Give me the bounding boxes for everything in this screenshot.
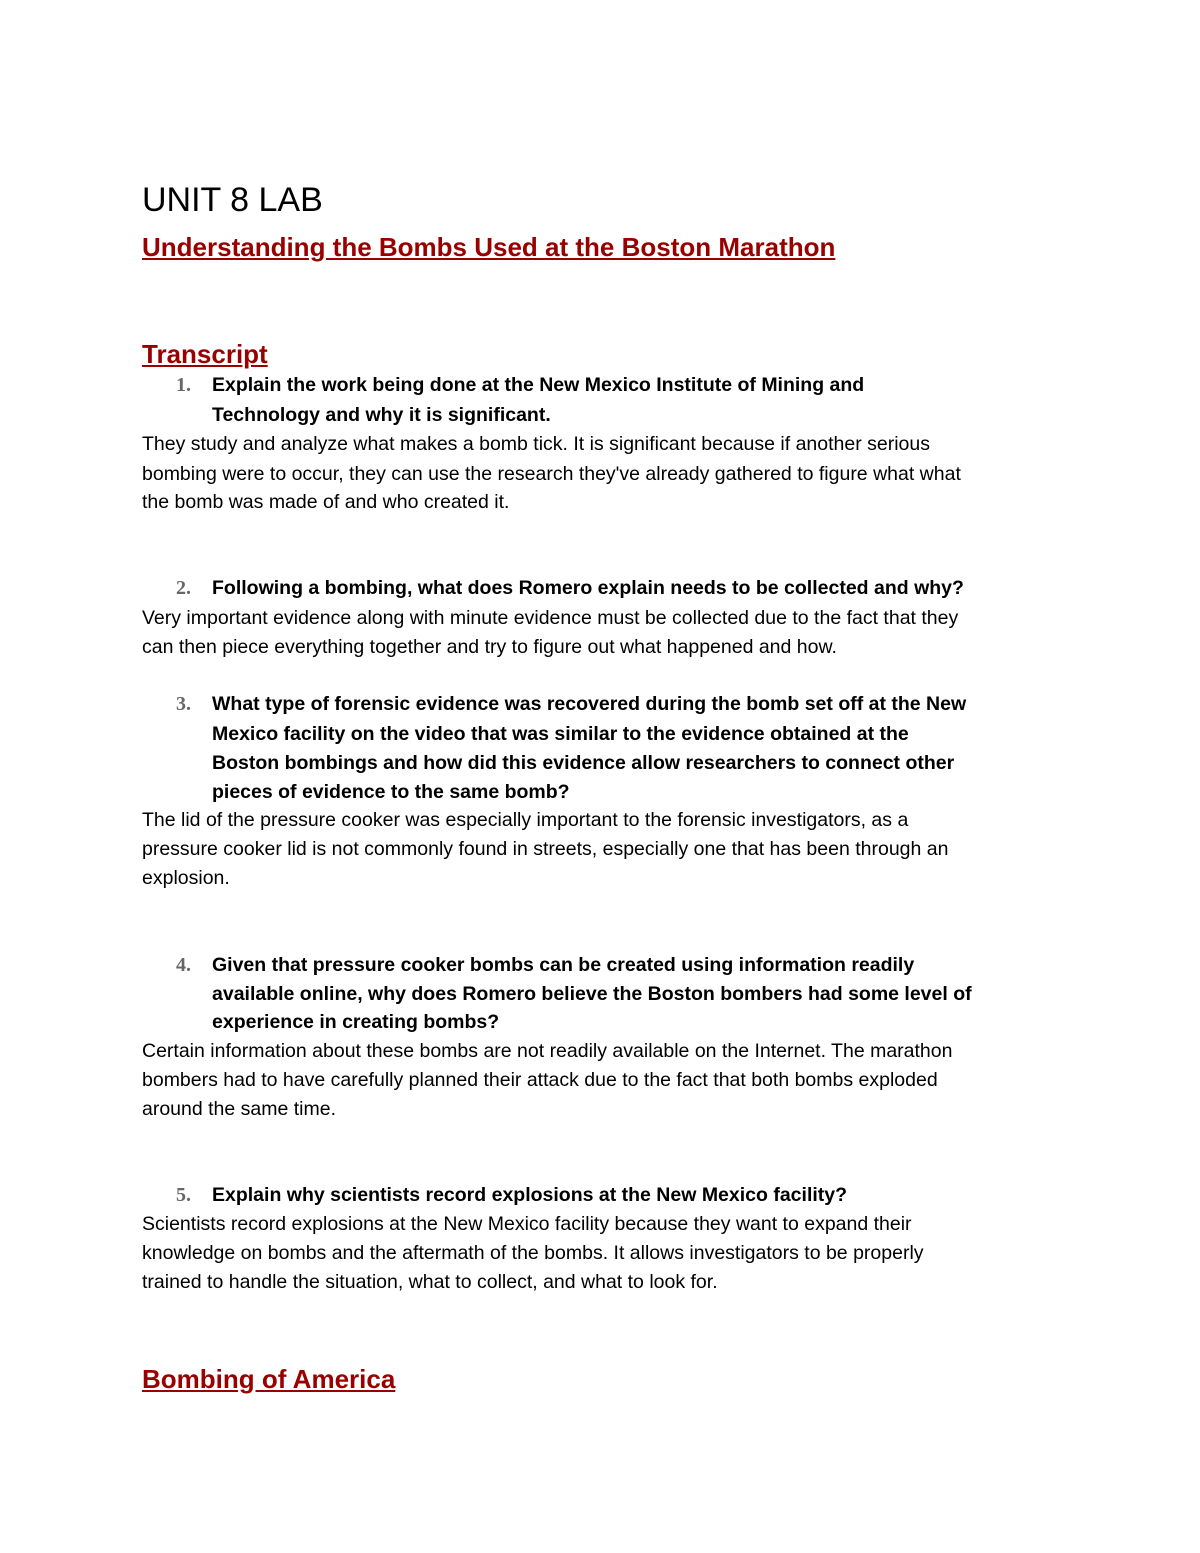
question-text-line: Mexico facility on the video that was similar to the evidence obtained at the bbox=[212, 723, 909, 745]
section-heading-transcript: Transcript bbox=[142, 339, 268, 369]
answer-text-line: pressure cooker lid is not commonly found in streets, especially one that has been through an bbox=[142, 838, 949, 860]
question-text-line: Given that pressure cooker bombs can be created using information readily bbox=[212, 954, 915, 976]
question-text-line: Boston bombings and how did this evidence allow researchers to connect other bbox=[212, 752, 955, 774]
answer-text-line: can then piece everything together and try to figure out what happened and how. bbox=[142, 636, 837, 658]
question-number: 4. bbox=[176, 954, 191, 976]
answer-text-line: Certain information about these bombs are not readily available on the Internet. The marathon bbox=[142, 1040, 953, 1062]
question-number: 2. bbox=[176, 577, 191, 599]
question-text-line: What type of forensic evidence was recovered during the bomb set off at the New bbox=[212, 693, 967, 715]
question-text-line: Technology and why it is significant. bbox=[212, 404, 551, 426]
question-text-line: Explain why scientists record explosions at the New Mexico facility? bbox=[212, 1184, 848, 1206]
answer-text-line: Scientists record explosions at the New Mexico facility because they want to expand their bbox=[142, 1213, 912, 1235]
document-subtitle: Understanding the Bombs Used at the Boston Marathon bbox=[142, 232, 836, 262]
question-text-line: available online, why does Romero believe the Boston bombers had some level of bbox=[212, 983, 972, 1005]
answer-text-line: knowledge on bombs and the aftermath of the bombs. It allows investigators to be properly bbox=[142, 1242, 924, 1264]
answer-text-line: around the same time. bbox=[142, 1098, 337, 1120]
question-text-line: pieces of evidence to the same bomb? bbox=[212, 781, 570, 803]
answer-text-line: The lid of the pressure cooker was especially important to the forensic investigators, as a bbox=[142, 809, 909, 831]
section-heading-bombing-of-america: Bombing of America bbox=[142, 1364, 396, 1394]
answer-text-line: bombing were to occur, they can use the research they've already gathered to figure what what bbox=[142, 463, 961, 485]
question-text-line: Explain the work being done at the New Mexico Institute of Mining and bbox=[212, 374, 865, 396]
answer-text-line: trained to handle the situation, what to collect, and what to look for. bbox=[142, 1271, 718, 1293]
question-number: 1. bbox=[176, 374, 191, 396]
question-number: 3. bbox=[176, 693, 191, 715]
answer-text-line: explosion. bbox=[142, 867, 230, 889]
answer-text-line: bombers had to have carefully planned their attack due to the fact that both bombs exploded bbox=[142, 1069, 938, 1091]
answer-text-line: Very important evidence along with minute evidence must be collected due to the fact that they bbox=[142, 607, 959, 629]
document-title: UNIT 8 LAB bbox=[142, 181, 323, 219]
answer-text-line: the bomb was made of and who created it. bbox=[142, 491, 510, 513]
question-number: 5. bbox=[176, 1184, 191, 1206]
question-text-line: experience in creating bombs? bbox=[212, 1011, 500, 1033]
answer-text-line: They study and analyze what makes a bomb tick. It is significant because if another serious bbox=[142, 433, 930, 455]
question-text-line: Following a bombing, what does Romero explain needs to be collected and why? bbox=[212, 577, 964, 599]
